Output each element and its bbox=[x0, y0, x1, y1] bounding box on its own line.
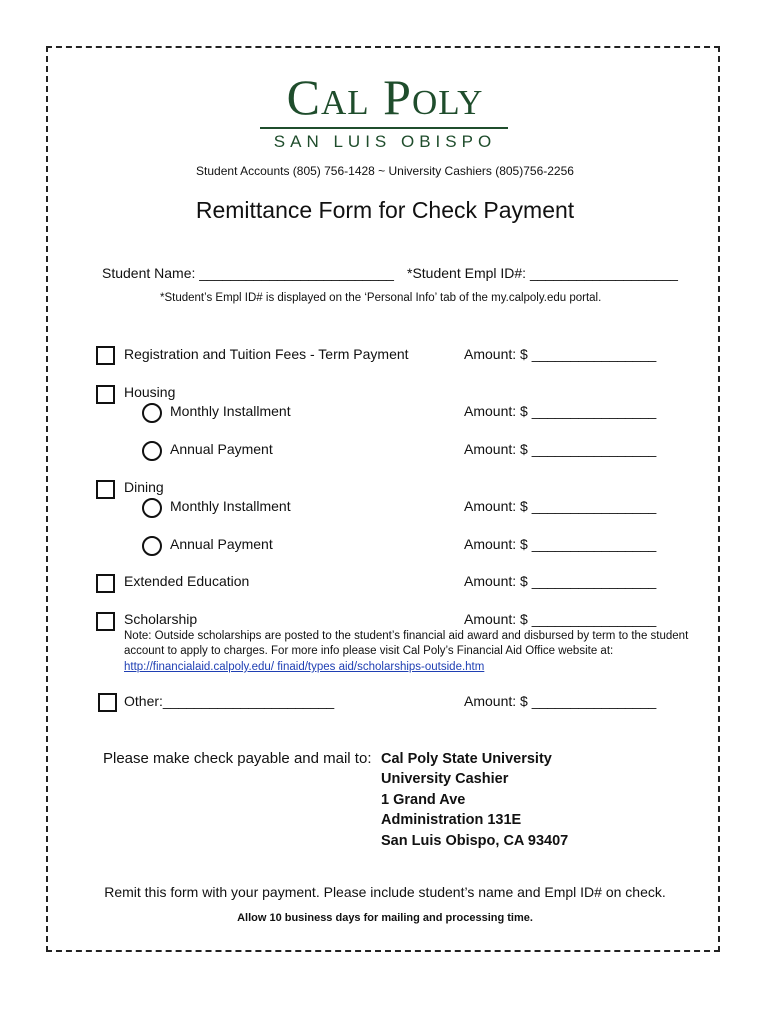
cal-poly-logo-title: Cal Poly bbox=[286, 69, 484, 125]
student-name-field[interactable]: Student Name: _________________________ bbox=[102, 265, 394, 281]
housing-label: Housing bbox=[124, 384, 176, 400]
registration-checkbox[interactable] bbox=[96, 346, 115, 365]
mail-address-line4: Administration 131E bbox=[381, 812, 522, 828]
dining-monthly-amount-field[interactable]: Amount: $ ________________ bbox=[464, 498, 657, 514]
mail-address-line1: Cal Poly State University bbox=[381, 751, 552, 767]
student-id-field[interactable]: *Student Empl ID#: ___________________ bbox=[407, 265, 678, 281]
housing-monthly-amount-field[interactable]: Amount: $ ________________ bbox=[464, 403, 657, 419]
remit-note: Remit this form with your payment. Please include student’s name and Empl ID# on check. bbox=[104, 884, 666, 900]
housing-annual-amount-field[interactable]: Amount: $ ________________ bbox=[464, 441, 657, 457]
scholarship-link[interactable]: http://financialaid.calpoly.edu/ finaid/types aid/scholarships-outside.htm bbox=[124, 661, 485, 673]
dining-label: Dining bbox=[124, 479, 164, 495]
mail-to-label: Please make check payable and mail to: bbox=[103, 750, 372, 767]
student-id-note: *Student’s Empl ID# is displayed on the ‘Personal Info’ tab of the my.calpoly.edu portal. bbox=[160, 292, 602, 304]
dining-monthly-radio[interactable] bbox=[142, 498, 162, 518]
housing-annual-radio[interactable] bbox=[142, 441, 162, 461]
housing-monthly-radio[interactable] bbox=[142, 403, 162, 423]
other-amount-field[interactable]: Amount: $ ________________ bbox=[464, 693, 657, 709]
housing-monthly-label: Monthly Installment bbox=[170, 403, 291, 419]
dining-annual-radio[interactable] bbox=[142, 536, 162, 556]
contact-line: Student Accounts (805) 756-1428 ~ University Cashiers (805)756-2256 bbox=[196, 164, 574, 178]
processing-note: Allow 10 business days for mailing and processing time. bbox=[237, 912, 533, 924]
mail-address-line5: San Luis Obispo, CA 93407 bbox=[381, 833, 569, 849]
mail-address-line2: University Cashier bbox=[381, 771, 509, 787]
scholarship-label: Scholarship bbox=[124, 611, 198, 627]
housing-checkbox[interactable] bbox=[96, 385, 115, 404]
housing-annual-label: Annual Payment bbox=[170, 441, 273, 457]
mail-address-line3: 1 Grand Ave bbox=[381, 792, 466, 808]
extended-education-label: Extended Education bbox=[124, 573, 250, 589]
other-checkbox[interactable] bbox=[98, 693, 117, 712]
dining-annual-label: Annual Payment bbox=[170, 536, 273, 552]
registration-label: Registration and Tuition Fees - Term Payment bbox=[124, 346, 409, 362]
other-field[interactable]: Other:______________________ bbox=[124, 693, 335, 709]
cal-poly-logo-subtitle: SAN LUIS OBISPO bbox=[273, 132, 497, 151]
registration-amount-field[interactable]: Amount: $ ________________ bbox=[464, 346, 657, 362]
extended-education-amount-field[interactable]: Amount: $ ________________ bbox=[464, 573, 657, 589]
dining-monthly-label: Monthly Installment bbox=[170, 498, 291, 514]
scholarship-amount-field[interactable]: Amount: $ ________________ bbox=[464, 611, 657, 627]
scholarship-note-line2: account to apply to charges. For more info please visit Cal Poly’s Financial Aid Office website at: bbox=[124, 645, 614, 657]
extended-education-checkbox[interactable] bbox=[96, 574, 115, 593]
scholarship-note-line1: Note: Outside scholarships are posted to the student’s financial aid award and disbursed by term to the student bbox=[124, 630, 689, 642]
form-title: Remittance Form for Check Payment bbox=[195, 197, 575, 223]
logo-rule bbox=[260, 127, 508, 129]
scholarship-checkbox[interactable] bbox=[96, 612, 115, 631]
dining-checkbox[interactable] bbox=[96, 480, 115, 499]
dining-annual-amount-field[interactable]: Amount: $ ________________ bbox=[464, 536, 657, 552]
